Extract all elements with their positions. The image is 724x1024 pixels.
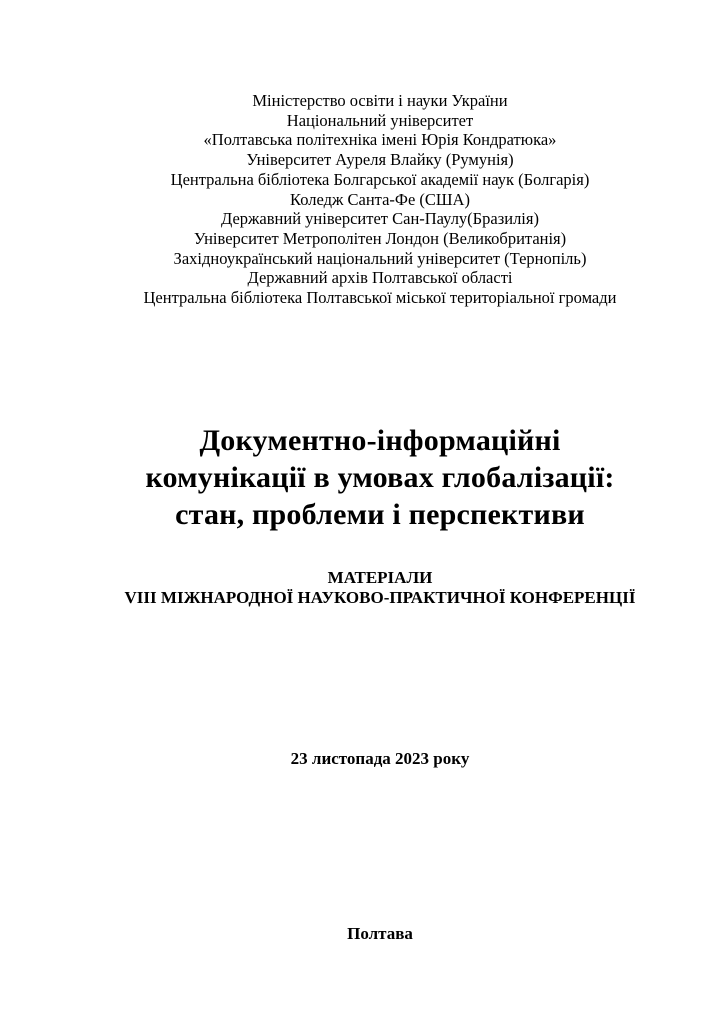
institution-line-santa-fe-college: Коледж Санта-Фе (США) xyxy=(290,189,470,209)
subtitle-line-conference: VIII МІЖНАРОДНОЇ НАУКОВО-ПРАКТИЧНОЇ КОНФЕРЕНЦІЇ xyxy=(124,587,636,607)
conference-title xyxy=(85,422,675,533)
institution-line-london-metropolitan: Університет Метрополітен Лондон (Великобританія) xyxy=(193,228,567,248)
institution-line-west-ukrainian-university: Західноукраїнський національний університет (Тернопіль) xyxy=(173,248,587,268)
conference-date: 23 листопада 2023 року xyxy=(290,749,470,768)
subtitle-line-materials: МАТЕРІАЛИ xyxy=(327,568,433,587)
title-line-3: стан, проблеми і перспективи xyxy=(175,498,585,531)
title-line-1: Документно-інформаційні xyxy=(199,424,561,457)
institution-line-poltava-archive: Державний архів Полтавської області xyxy=(247,268,513,288)
materials-subtitle xyxy=(85,568,675,607)
city-name: Полтава xyxy=(347,924,413,943)
institution-line-poltava-city-library: Центральна бібліотека Полтавської міської територіальної громади xyxy=(143,288,617,308)
institution-line-ministry: Міністерство освіти і науки України xyxy=(252,91,508,110)
institution-line-sao-paulo-university: Державний університет Сан-Паулу(Бразилія) xyxy=(221,209,539,229)
institution-line-bulgarian-library: Центральна бібліотека Болгарської академії наук (Болгарія) xyxy=(170,169,590,189)
institution-line-poltava-polytechnic: «Полтавська політехніка імені Юрія Кондратюка» xyxy=(203,130,557,150)
institution-line-aurel-vlaicu: Університет Ауреля Влайку (Румунія) xyxy=(246,150,514,170)
institution-line-national-university: Національний університет xyxy=(286,110,474,130)
title-line-2: комунікації в умовах глобалізації: xyxy=(145,461,615,494)
institutions-block xyxy=(85,91,675,308)
